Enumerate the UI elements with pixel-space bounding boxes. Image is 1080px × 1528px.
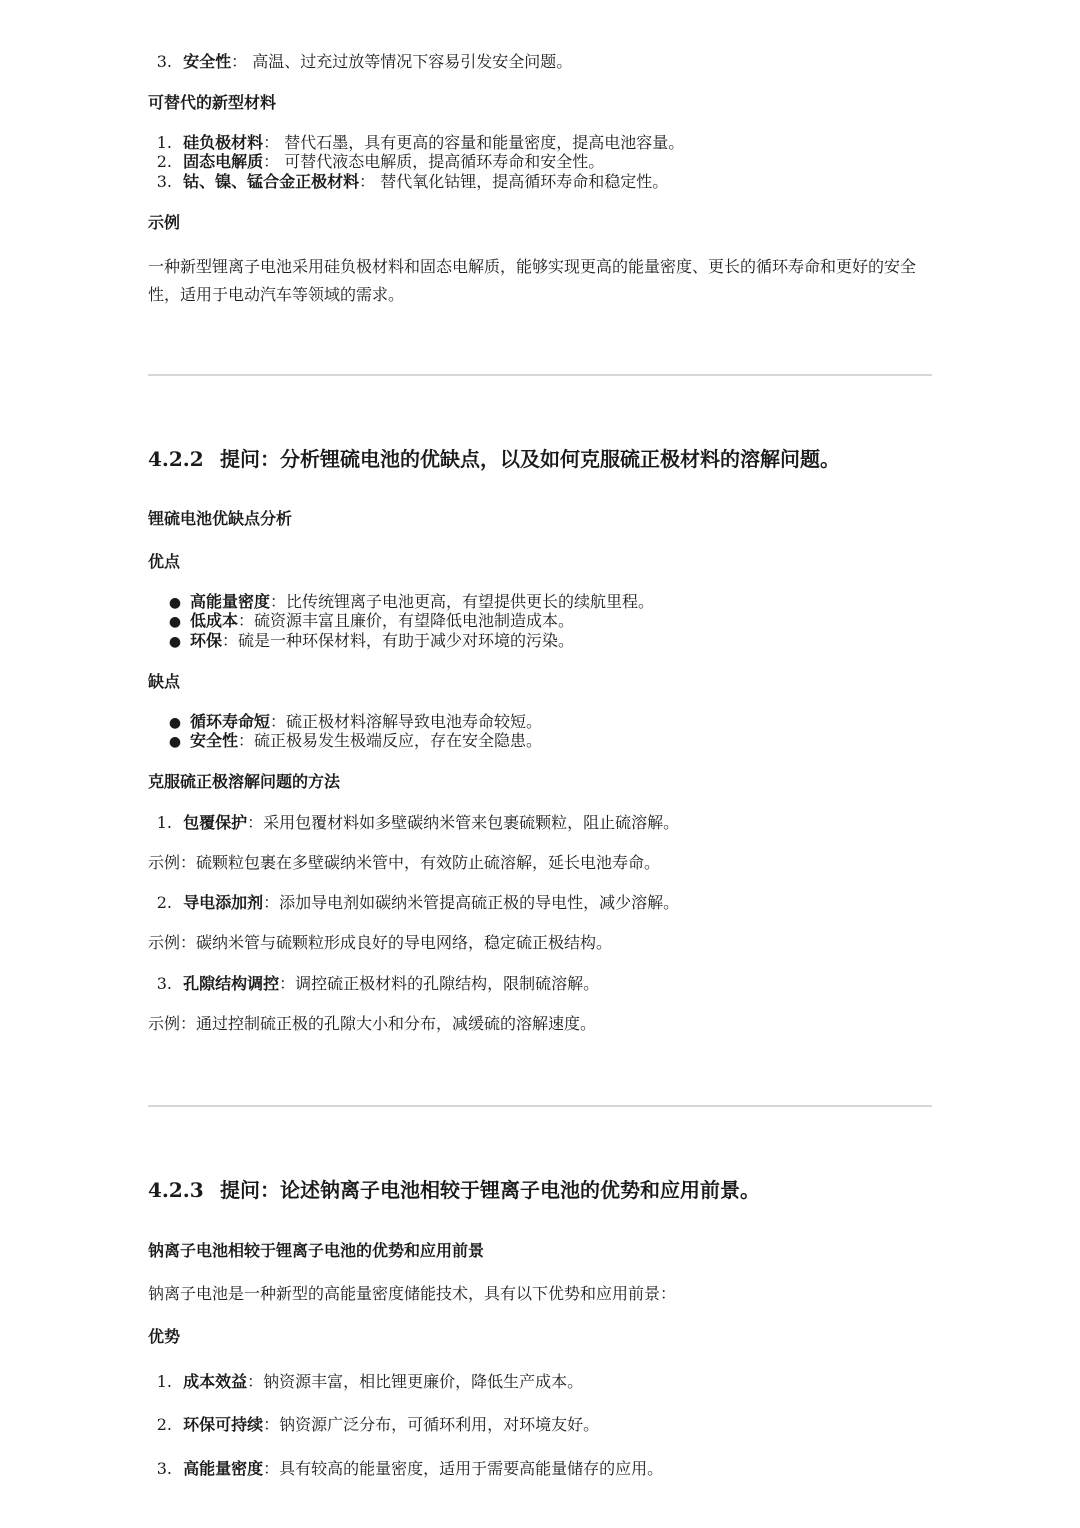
- list-item-text: 硫正极材料溶解导致电池寿命较短。: [286, 712, 543, 731]
- list-item-text: 比传统锂离子电池更高，有望提供更长的续航里程。: [286, 592, 655, 611]
- list-item: [148, 1414, 599, 1436]
- list-item-text: 替代氧化钴锂，提高循环寿命和稳定性。: [380, 172, 669, 191]
- list-item-label: 安全性: [183, 52, 232, 71]
- bullet-icon: ●: [168, 715, 182, 731]
- list-item: [148, 1371, 583, 1393]
- list-item: [148, 171, 668, 193]
- section-title: 提问：分析锂硫电池的优缺点，以及如何克服硫正极材料的溶解问题。: [220, 447, 840, 471]
- list-item: [148, 812, 679, 834]
- list-number: 3.: [156, 172, 172, 191]
- section-heading: [148, 1176, 760, 1204]
- list-item-label: 成本效益: [183, 1372, 248, 1391]
- list-number: 3.: [156, 1459, 172, 1478]
- bullet-icon: ●: [168, 634, 182, 650]
- list-number: 2.: [156, 152, 172, 171]
- list-item-separator: ：: [238, 611, 255, 630]
- subheading: 优点: [148, 552, 181, 571]
- subheading: 缺点: [148, 672, 181, 691]
- list-item-text: 钠资源丰富，相比锂更廉价，降低生产成本。: [263, 1372, 584, 1391]
- list-item-separator: ：: [238, 731, 255, 750]
- list-item: [148, 1458, 663, 1480]
- list-item: [148, 630, 574, 653]
- list-item-text: 硫正极易发生极端反应，存在安全隐患。: [254, 731, 543, 750]
- list-item-label: 包覆保护: [183, 813, 248, 832]
- section-heading: [148, 445, 840, 473]
- list-item-text: 替代石墨，具有更高的容量和能量密度，提高电池容量。: [284, 133, 685, 152]
- list-item: [148, 151, 604, 173]
- list-item-label: 孔隙结构调控: [183, 974, 280, 993]
- list-item-text: 高温、过充过放等情况下容易引发安全问题。: [252, 52, 573, 71]
- list-item-label: 环保可持续: [183, 1415, 264, 1434]
- list-item-label: 低成本: [190, 611, 239, 630]
- list-number: 3.: [156, 974, 172, 993]
- list-item-separator: ：: [270, 712, 287, 731]
- list-item-separator: ：: [270, 592, 287, 611]
- list-item-label: 环保: [190, 631, 223, 650]
- list-item-label: 高能量密度: [183, 1459, 264, 1478]
- list-item-label: 固态电解质: [183, 152, 264, 171]
- list-item-label: 高能量密度: [190, 592, 271, 611]
- list-item-separator: ：: [247, 813, 264, 832]
- list-item-text: 添加导电剂如碳纳米管提高硫正极的导电性，减少溶解。: [279, 893, 680, 912]
- list-item-label: 钴、镍、锰合金正极材料: [183, 172, 360, 191]
- list-item-separator: ：: [263, 152, 280, 171]
- subheading: 克服硫正极溶解问题的方法: [148, 772, 341, 791]
- bullet-icon: ●: [168, 734, 182, 750]
- paragraph: 钠离子电池是一种新型的高能量密度储能技术，具有以下优势和应用前景：: [148, 1284, 677, 1303]
- list-item-separator: ：: [359, 172, 376, 191]
- list-item-separator: ：: [222, 631, 239, 650]
- list-number: 2.: [156, 893, 172, 912]
- bullet-icon: ●: [168, 614, 182, 630]
- section-title: 提问：论述钠离子电池相较于锂离子电池的优势和应用前景。: [220, 1178, 760, 1202]
- list-item-label: 循环寿命短: [190, 712, 271, 731]
- bullet-icon: ●: [168, 595, 182, 611]
- list-item-text: 硫资源丰富且廉价，有望降低电池制造成本。: [254, 611, 575, 630]
- section-number: 4.2.3: [148, 1178, 204, 1202]
- list-item-text: 调控硫正极材料的孔隙结构，限制硫溶解。: [295, 974, 600, 993]
- list-item: [148, 973, 599, 995]
- list-item-separator: ：: [263, 133, 280, 152]
- subheading: 优势: [148, 1327, 181, 1346]
- horizontal-divider: [148, 1105, 932, 1107]
- horizontal-divider: [148, 374, 932, 376]
- list-number: 2.: [156, 1415, 172, 1434]
- list-item-text: 采用包覆材料如多壁碳纳米管来包裹硫颗粒，阻止硫溶解。: [263, 813, 680, 832]
- list-number: 1.: [156, 133, 172, 152]
- paragraph: 一种新型锂离子电池采用硅负极材料和固态电解质，能够实现更高的能量密度、更长的循环寿命和更好的安全性，适用于电动汽车等领域的需求。: [148, 257, 917, 304]
- list-item-separator: ：: [247, 1372, 264, 1391]
- list-item-text: 具有较高的能量密度，适用于需要高能量储存的应用。: [279, 1459, 664, 1478]
- subheading: 钠离子电池相较于锂离子电池的优势和应用前景: [148, 1241, 485, 1260]
- subheading: 锂硫电池优缺点分析: [148, 509, 293, 528]
- list-item-label: 安全性: [190, 731, 239, 750]
- list-item-separator: ：: [279, 974, 296, 993]
- list-item-text: 钠资源广泛分布，可循环利用，对环境友好。: [279, 1415, 600, 1434]
- example-line: 示例：硫颗粒包裹在多壁碳纳米管中，有效防止硫溶解，延长电池寿命。: [148, 853, 661, 872]
- list-item: [148, 51, 572, 73]
- example-line: 示例：通过控制硫正极的孔隙大小和分布，减缓硫的溶解速度。: [148, 1014, 597, 1033]
- list-item-text: 硫是一种环保材料，有助于减少对环境的污染。: [238, 631, 575, 650]
- list-item-text: 可替代液态电解质，提高循环寿命和安全性。: [284, 152, 605, 171]
- list-item-separator: ：: [231, 52, 248, 71]
- subheading: 示例: [148, 213, 181, 232]
- list-item-separator: ：: [263, 893, 280, 912]
- list-item-label: 硅负极材料: [183, 133, 264, 152]
- list-item-separator: ：: [263, 1415, 280, 1434]
- example-line: 示例：碳纳米管与硫颗粒形成良好的导电网络，稳定硫正极结构。: [148, 933, 613, 952]
- list-item: [148, 892, 679, 914]
- list-number: 1.: [156, 813, 172, 832]
- list-item-label: 导电添加剂: [183, 893, 264, 912]
- list-number: 1.: [156, 1372, 172, 1391]
- list-item: [148, 730, 542, 753]
- list-item-separator: ：: [263, 1459, 280, 1478]
- list-number: 3.: [156, 52, 172, 71]
- section-number: 4.2.2: [148, 447, 204, 471]
- subheading: 可替代的新型材料: [148, 93, 277, 112]
